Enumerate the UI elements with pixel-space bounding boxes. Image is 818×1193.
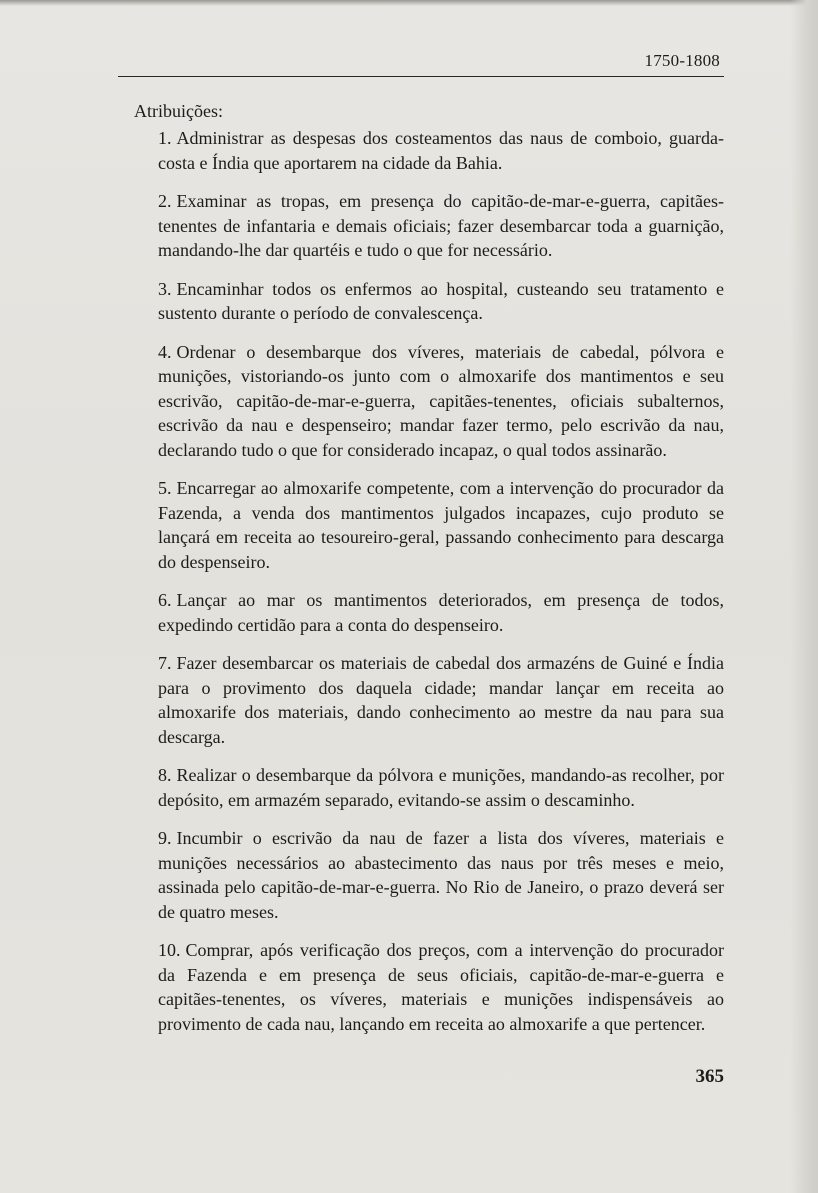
item-text: Ordenar o desembarque dos víveres, materiais de cabedal, pólvora e munições, vistoriando-os junto com o almoxarife dos mantimentos e seu escrivão, capitão-de-mar-e-guerra, capitães-tenentes, oficiais subalternos, escrivão da nau e despenseiro; mandar fazer termo, pelo escrivão da nau, declarando tudo o que for considerado incapaz, o qual todos assinarão.: [158, 341, 724, 460]
item-text: Lançar ao mar os mantimentos deteriorados, em presença de todos, expedindo certidão para a conta do despenseiro.: [158, 590, 724, 635]
item-number: 1.: [158, 128, 172, 148]
scan-top-shadow: [0, 0, 818, 6]
item-number: 3.: [158, 278, 172, 299]
text-body: [134, 99, 724, 1050]
item-text: Administrar as despesas dos costeamentos das naus de comboio, guarda-costa e Índia que aportarem na cidade da Bahia.: [158, 128, 724, 173]
duty-item-4: [134, 340, 724, 463]
duty-item-7: [134, 651, 724, 749]
item-text: Examinar as tropas, em presença do capitão-de-mar-e-guerra, capitães-tenentes de infantaria e demais oficiais; fazer desembarcar toda a guarnição, mandando-lhe dar quartéis e tudo o que for necessário.: [158, 191, 724, 260]
duty-item-2: [134, 189, 724, 263]
duty-item-6: [134, 588, 724, 637]
duty-item-5: [134, 476, 724, 574]
duty-item-3: [134, 277, 724, 326]
item-number: 10.: [158, 940, 181, 960]
duty-item-9: [134, 826, 724, 924]
page-number: 365: [695, 1066, 724, 1087]
item-number: 8.: [158, 765, 172, 785]
item-text: Fazer desembarcar os materiais de cabedal dos armazéns de Guiné e Índia para o provimento dos daquela cidade; mandar lançar em receita ao almoxarife dos materiais, dando conhecimento ao mestre da nau para sua descarga.: [158, 653, 724, 747]
item-number: 6.: [158, 590, 172, 610]
duty-item-1: [134, 126, 724, 175]
item-number: 5.: [158, 478, 172, 498]
item-number: 4.: [158, 341, 172, 362]
section-heading: Atribuições:: [134, 101, 223, 121]
item-text: Encaminhar todos os enfermos ao hospital, custeando seu tratamento e sustento durante o período de convalescença.: [158, 278, 724, 323]
duties-list: [134, 126, 724, 1036]
duty-item-8: [134, 763, 724, 812]
item-number: 7.: [158, 653, 172, 673]
duty-item-10: [134, 938, 724, 1036]
scan-right-edge: [790, 0, 818, 1193]
item-text: Incumbir o escrivão da nau de fazer a lista dos víveres, materiais e munições necessários ao abastecimento das naus por três meses e meio, assinada pelo capitão-de-mar-e-guerra. No Rio de Janeiro, o prazo deverá ser de quatro meses.: [158, 828, 724, 922]
item-number: 2.: [158, 191, 172, 211]
header-rule: [118, 76, 724, 77]
item-text: Comprar, após verificação dos preços, com a intervenção do procurador da Fazenda e em presença de seus oficiais, capitão-de-mar-e-guerra e capitães-tenentes, os víveres, materiais e munições indispensáveis ao provimento de cada nau, lançando em receita ao almoxarife a que pertencer.: [158, 940, 724, 1034]
item-number: 9.: [158, 828, 172, 848]
item-text: Encarregar ao almoxarife competente, com a intervenção do procurador da Fazenda, a venda dos mantimentos julgados incapazes, cujo produto se lançará em receita ao tesoureiro-geral, passando conhecimento para descarga do despenseiro.: [158, 478, 724, 572]
item-text: Realizar o desembarque da pólvora e munições, mandando-as recolher, por depósito, em armazém separado, evitando-se assim o descaminho.: [158, 765, 724, 810]
running-title: 1750-1808: [644, 51, 720, 70]
